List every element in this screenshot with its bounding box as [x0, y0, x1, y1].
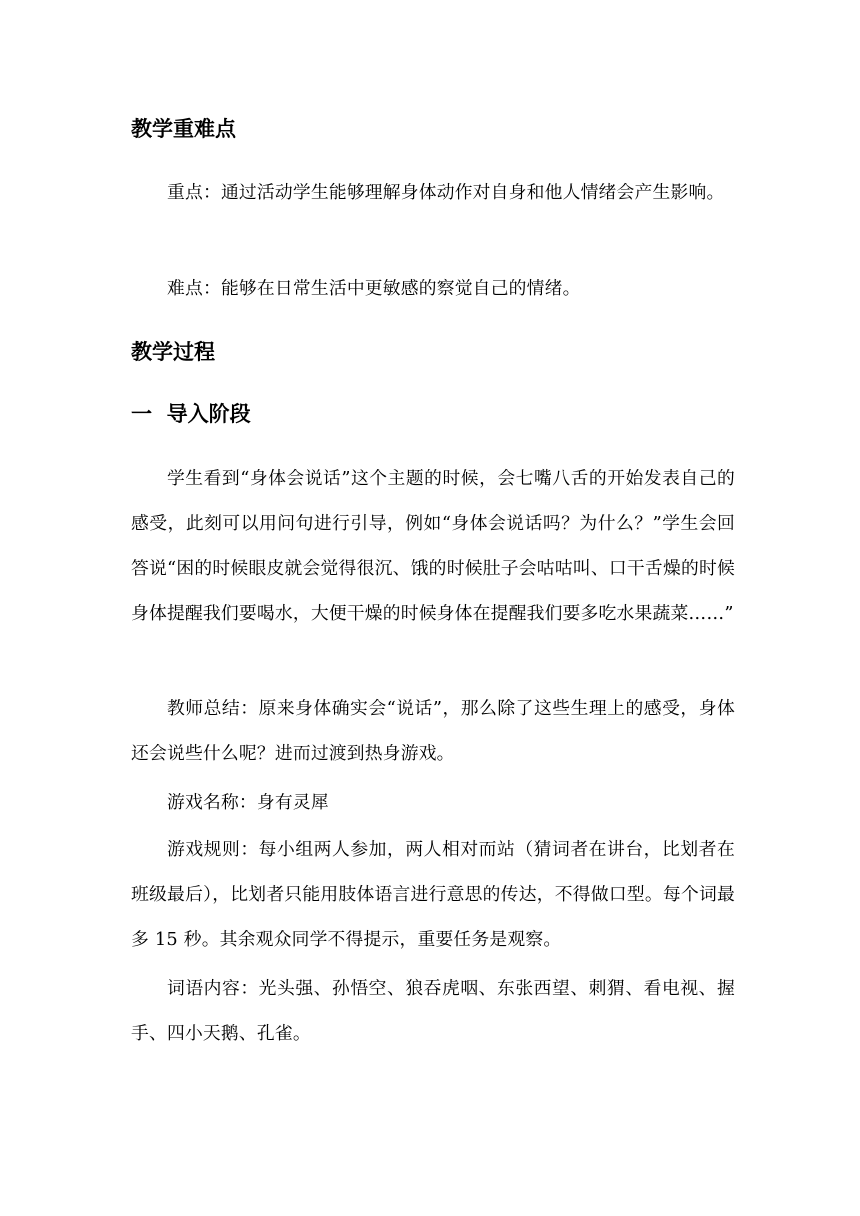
game-name-paragraph: 游戏名称：身有灵犀 [167, 792, 329, 813]
heading-teaching-process: 教学过程 [131, 340, 215, 364]
game-rules-paragraph: 游戏规则：每小组两人参加，两人相对而站（猜词者在讲台，比划者在班级最后），比划者只能用肢体语言进行意思的传达，不得做口型。每个词最多 15 秒。其余观众同学不得提示，重要任务是观察。 [131, 839, 735, 950]
key-point-paragraph: 重点：通过活动学生能够理解身体动作对自身和他人情绪会产生影响。 [167, 182, 725, 203]
word-content-paragraph: 词语内容：光头强、孙悟空、狼吞虎咽、东张西望、刺猬、看电视、握手、四小天鹅、孔雀。 [131, 978, 735, 1044]
teacher-summary-paragraph: 教师总结：原来身体确实会“说话”，那么除了这些生理上的感受，身体还会说些什么呢？进而过渡到热身游戏。 [131, 698, 735, 764]
difficult-point-paragraph: 难点：能够在日常生活中更敏感的察觉自己的情绪。 [167, 278, 581, 299]
intro-paragraph: 学生看到“身体会说话”这个主题的时候，会七嘴八舌的开始发表自己的感受，此刻可以用问句进行引导，例如“身体会说话吗？为什么？”学生会回答说“困的时候眼皮就会觉得很沉、饿的时候肚子会咕咕叫、口干舌燥的时候身体提醒我们要喝水，大便干燥的时候身体在提醒我们要多吃水果蔬菜……” [131, 468, 735, 624]
heading-stage-one: 一 导入阶段 [131, 402, 251, 426]
heading-key-points: 教学重难点 [131, 117, 236, 141]
